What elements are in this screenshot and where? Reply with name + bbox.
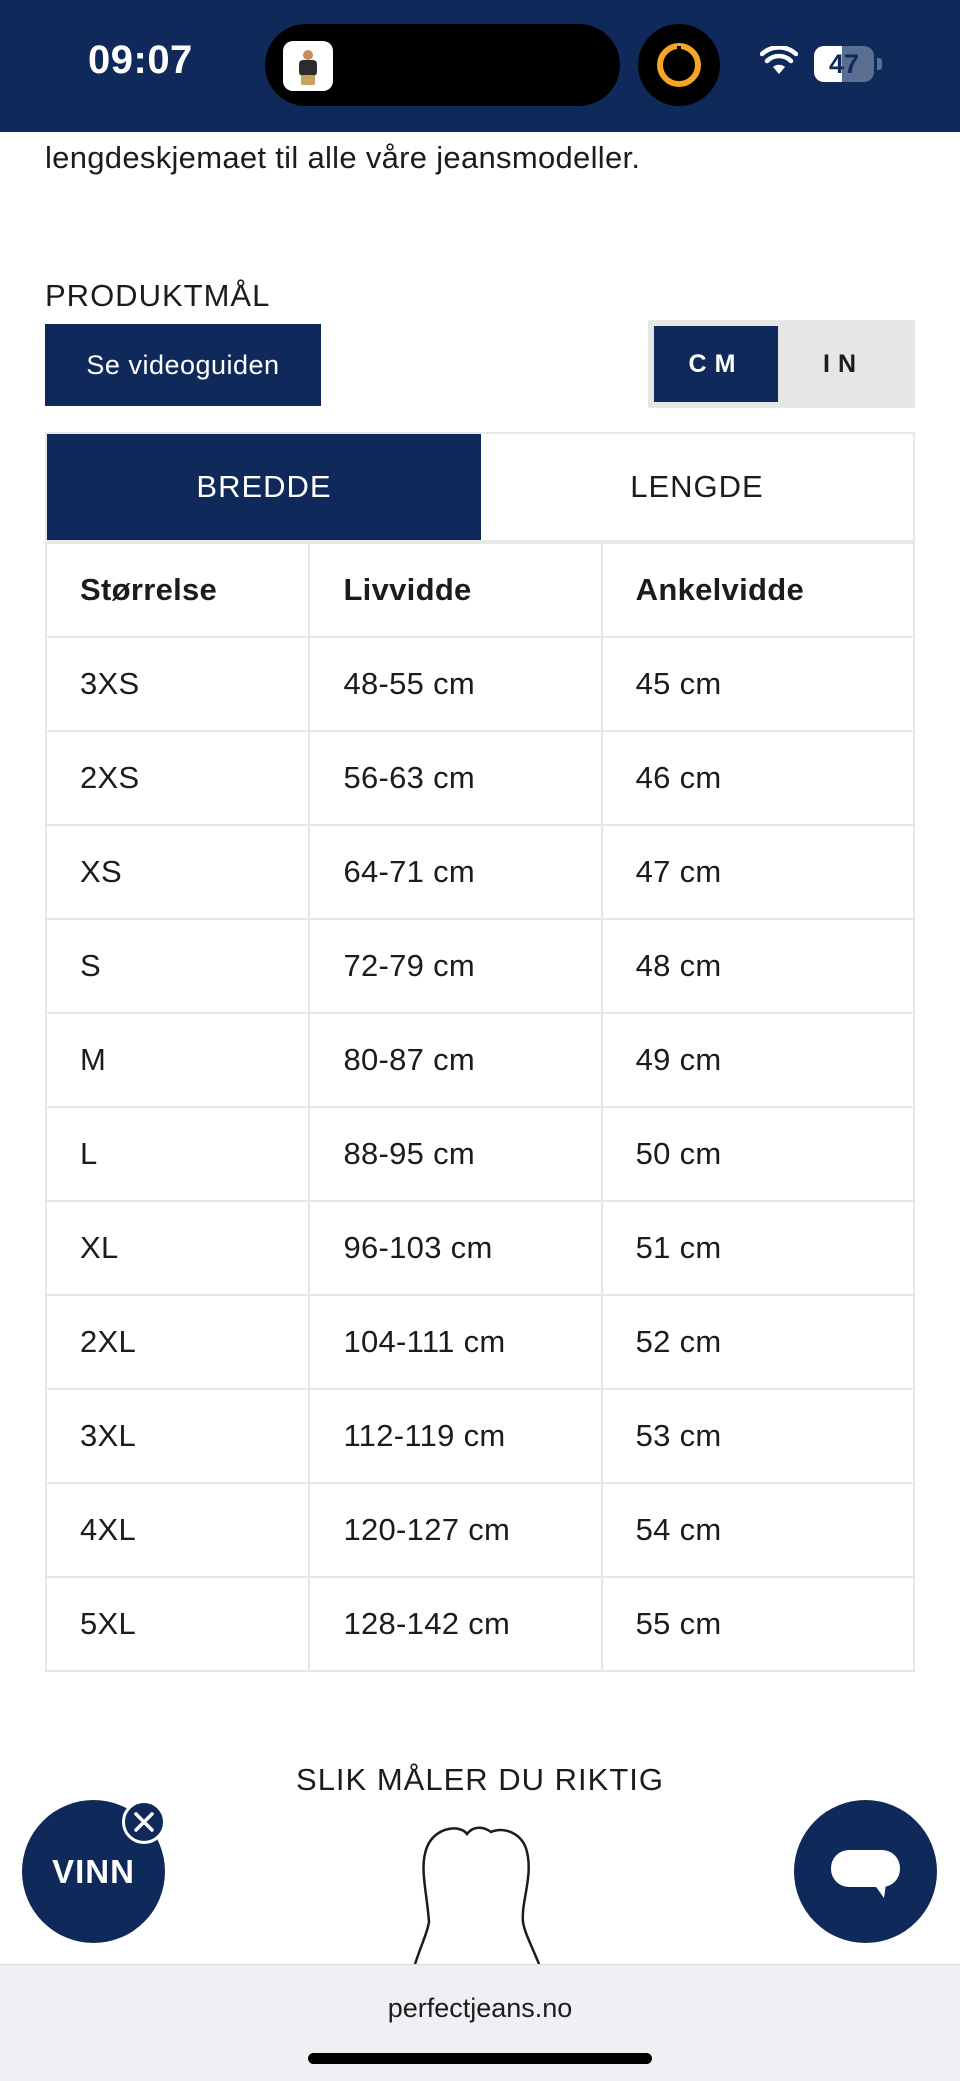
chat-button[interactable] [794, 1800, 937, 1943]
table-row [46, 1295, 914, 1389]
unit-toggle [648, 320, 915, 408]
column-header-ankle: Ankelvidde [602, 543, 914, 637]
size-cell: 4XL [46, 1483, 309, 1577]
waist-cell: 104-111 cm [309, 1295, 601, 1389]
size-cell: 5XL [46, 1577, 309, 1671]
waist-cell: 96-103 cm [309, 1201, 601, 1295]
battery-icon [814, 46, 882, 82]
timer-icon [638, 24, 720, 106]
url-text: perfectjeans.no [387, 1993, 573, 2023]
tab-bredde[interactable]: BREDDE [47, 434, 481, 540]
waist-cell: 88-95 cm [309, 1107, 601, 1201]
table-row [46, 1577, 914, 1671]
size-cell: M [46, 1013, 309, 1107]
table-row [46, 1483, 914, 1577]
waist-cell: 48-55 cm [309, 637, 601, 731]
table-row [46, 919, 914, 1013]
body-outline-illustration [405, 1822, 555, 1964]
wifi-icon [760, 46, 798, 76]
app-thumbnail-icon [283, 41, 333, 91]
dynamic-island [265, 24, 620, 106]
section-heading: PRODUKTMÅL [45, 278, 271, 313]
ankle-cell: 46 cm [602, 731, 914, 825]
chat-bubble-icon [794, 1800, 937, 1943]
battery-level: 47 [828, 49, 860, 79]
table-header-row [46, 543, 914, 637]
ankle-cell: 54 cm [602, 1483, 914, 1577]
vinn-button[interactable]: VINN [22, 1800, 165, 1943]
tab-lengde[interactable]: LENGDE [481, 434, 913, 540]
size-cell: 2XS [46, 731, 309, 825]
ankle-cell: 55 cm [602, 1577, 914, 1671]
size-cell: 2XL [46, 1295, 309, 1389]
column-header-waist: Livvidde [309, 543, 601, 637]
video-guide-button[interactable]: Se videoguiden [45, 324, 321, 406]
table-row [46, 731, 914, 825]
ankle-cell: 53 cm [602, 1389, 914, 1483]
home-indicator[interactable] [308, 2053, 652, 2064]
unit-cm-button[interactable]: CM [654, 326, 778, 402]
ankle-cell: 47 cm [602, 825, 914, 919]
size-table [45, 542, 915, 1672]
size-cell: 3XL [46, 1389, 309, 1483]
status-time: 09:07 [88, 38, 193, 82]
size-cell: L [46, 1107, 309, 1201]
status-bar [0, 0, 960, 132]
waist-cell: 56-63 cm [309, 731, 601, 825]
measurement-tabs [45, 432, 915, 542]
ankle-cell: 48 cm [602, 919, 914, 1013]
size-cell: S [46, 919, 309, 1013]
ankle-cell: 50 cm [602, 1107, 914, 1201]
ankle-cell: 51 cm [602, 1201, 914, 1295]
waist-cell: 128-142 cm [309, 1577, 601, 1671]
table-row [46, 1201, 914, 1295]
waist-cell: 64-71 cm [309, 825, 601, 919]
ankle-cell: 49 cm [602, 1013, 914, 1107]
ankle-cell: 45 cm [602, 637, 914, 731]
table-row [46, 1389, 914, 1483]
waist-cell: 80-87 cm [309, 1013, 601, 1107]
ankle-cell: 52 cm [602, 1295, 914, 1389]
size-cell: XS [46, 825, 309, 919]
table-row [46, 1107, 914, 1201]
table-row [46, 637, 914, 731]
column-header-size: Størrelse [46, 543, 309, 637]
unit-in-button[interactable]: IN [823, 350, 864, 378]
size-cell: 3XS [46, 637, 309, 731]
close-icon[interactable] [122, 1800, 166, 1844]
howto-heading: SLIK MÅLER DU RIKTIG [296, 1762, 664, 1797]
waist-cell: 112-119 cm [309, 1389, 601, 1483]
waist-cell: 120-127 cm [309, 1483, 601, 1577]
waist-cell: 72-79 cm [309, 919, 601, 1013]
table-row [46, 825, 914, 919]
intro-text: lengdeskjemaet til alle våre jeansmodeller. [45, 140, 641, 175]
size-cell: XL [46, 1201, 309, 1295]
table-row [46, 1013, 914, 1107]
